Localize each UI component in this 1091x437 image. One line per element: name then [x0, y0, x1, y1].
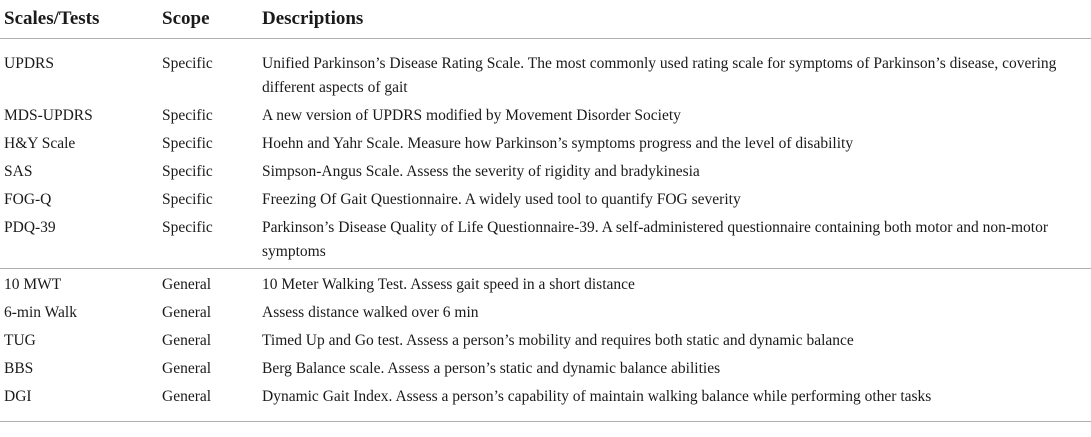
cell-name: MDS-UPDRS: [4, 107, 93, 124]
header-row: [0, 0, 1091, 39]
cell-scope: Specific: [162, 55, 213, 72]
cell-name: PDQ-39: [0, 214, 158, 269]
cell-scope: Specific: [162, 107, 213, 124]
table-row: [0, 269, 1091, 300]
cell-description: A new version of UPDRS modified by Movement Disorder Society: [262, 107, 681, 124]
cell-scope: General: [158, 383, 258, 422]
table-body: [0, 39, 1091, 422]
cell-name: DGI: [0, 383, 158, 422]
cell-name: BBS: [4, 360, 34, 377]
cell-description: Assess distance walked over 6 min: [262, 304, 479, 321]
table-row: [0, 186, 1091, 214]
cell-description: Parkinson’s Disease Quality of Life Questionnaire-39. A self-administered questionnaire containing both motor and non-motor symptoms: [258, 214, 1091, 269]
table-row: [0, 355, 1091, 383]
table-row: [0, 39, 1091, 103]
table-row: [0, 214, 1091, 269]
cell-name: H&Y Scale: [4, 135, 76, 152]
cell-description: Dynamic Gait Index. Assess a person’s capability of maintain walking balance while performing other tasks: [258, 383, 1091, 422]
cell-name: TUG: [4, 332, 36, 349]
table-row: [0, 158, 1091, 186]
header-descriptions: Descriptions: [258, 0, 1091, 39]
cell-description: Berg Balance scale. Assess a person’s static and dynamic balance abilities: [262, 360, 721, 377]
table-header: [0, 0, 1091, 39]
cell-scope: Specific: [158, 214, 258, 269]
cell-description: Freezing Of Gait Questionnaire. A widely used tool to quantify FOG severity: [262, 191, 741, 208]
cell-description: Unified Parkinson’s Disease Rating Scale. The most commonly used rating scale for symptoms of Parkinson’s disease, covering different aspects of gait: [262, 55, 1057, 96]
cell-description: Hoehn and Yahr Scale. Measure how Parkinson’s symptoms progress and the level of disability: [262, 135, 854, 152]
header-scales-tests: Scales/Tests: [0, 0, 158, 39]
table-row: [0, 102, 1091, 130]
cell-scope: Specific: [162, 135, 213, 152]
cell-description: Simpson-Angus Scale. Assess the severity of rigidity and bradykinesia: [262, 163, 700, 180]
cell-scope: General: [162, 332, 212, 349]
table-row: [0, 299, 1091, 327]
table-row: [0, 130, 1091, 158]
table-row: [0, 327, 1091, 355]
cell-name: 6-min Walk: [4, 304, 77, 321]
cell-scope: General: [162, 276, 212, 293]
cell-name: 10 MWT: [4, 276, 62, 293]
cell-scope: Specific: [162, 163, 213, 180]
cell-name: SAS: [4, 163, 33, 180]
cell-description: Timed Up and Go test. Assess a person’s mobility and requires both static and dynamic balance: [262, 332, 854, 349]
cell-name: FOG-Q: [4, 191, 52, 208]
header-scope: Scope: [158, 0, 258, 39]
cell-name: UPDRS: [4, 55, 54, 72]
table-row: [0, 383, 1091, 422]
cell-description: 10 Meter Walking Test. Assess gait speed in a short distance: [262, 276, 635, 293]
cell-scope: Specific: [162, 191, 213, 208]
cell-scope: General: [162, 360, 212, 377]
cell-scope: General: [162, 304, 212, 321]
